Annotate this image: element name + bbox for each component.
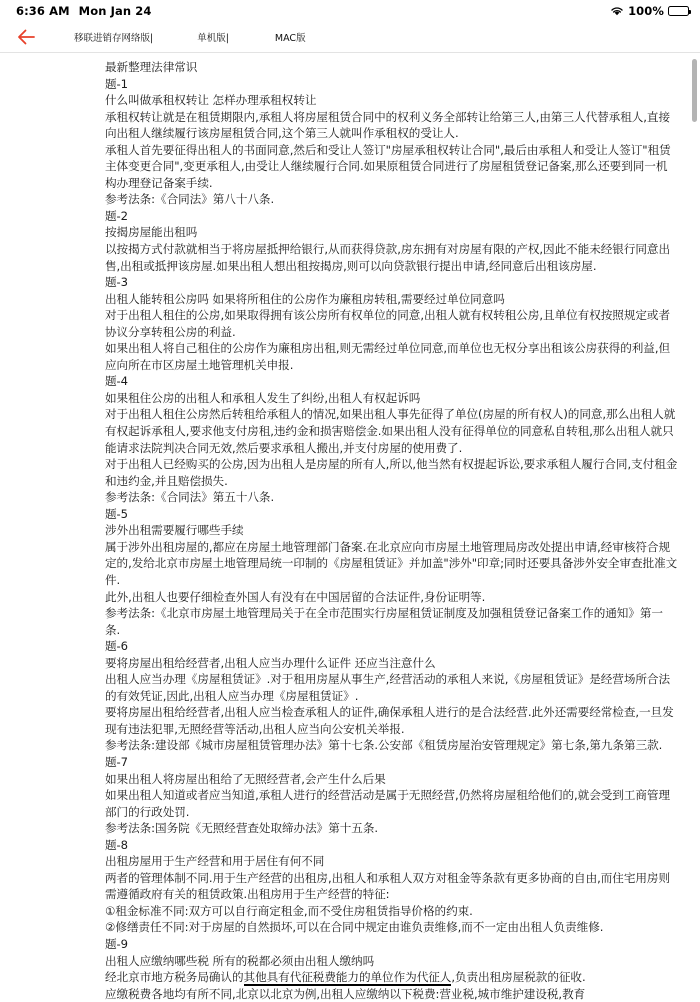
status-bar-indicators <box>610 4 689 18</box>
document-line: 如果出租人将自己租住的公房作为廉租房出租,则无需经过单位同意,而单位也无权分享出租该公房获得的利益,但应向所在市区房屋土地管理机关申报. <box>105 341 671 372</box>
document-line: 参考法条:《北京市房屋土地管理局关于在全市范围实行房屋租赁证制度及加强租赁登记备案工作的通知》第一条. <box>105 606 663 637</box>
document-line: 出租人应当办理《房屋租赁证》.对于租用房屋从事生产,经营活动的承租人来说,《房屋租赁证》是经营场所合法的有效凭证,因此,出租人应当办理《房屋租赁证》. <box>105 672 671 703</box>
document-line: 如果出租人将房屋出租给了无照经营者,会产生什么后果 <box>105 771 386 786</box>
navigation-bar <box>0 22 700 52</box>
tab-bar <box>50 30 318 44</box>
document-line-with-selection <box>105 969 678 986</box>
document-line: 参考法条:《合同法》第五十八条. <box>105 490 275 505</box>
text-selection-highlight[interactable]: 其他具有代征税费能力的单位作为代征人 <box>243 970 452 985</box>
document-line: 属于涉外出租房屋的,都应在房屋土地管理部门备案.在北京应向市房屋土地管理局房改处提出申请,经审核符合规定的,发给北京市房屋土地管理局统一印制的《房屋租赁证》并加盖"涉外"印章;同时还要具备涉外安全审查批准文件. <box>105 539 678 587</box>
document-line: 以按揭方式付款就相当于将房屋抵押给银行,从而获得贷款,房东拥有对房屋有限的产权,因此不能未经银行同意出售,出租或抵押该房屋.如果出租人想出租按揭房,则可以向贷款银行提出申请,经同意后出租该房屋. <box>105 242 671 273</box>
status-bar-date: Mon Jan 24 <box>78 4 152 18</box>
document-line: 参考法条:国务院《无照经营查处取缔办法》第十五条. <box>105 821 378 836</box>
document-line: 出租房屋用于生产经营和用于居住有何不同 <box>105 854 325 869</box>
document-line: 题-9 <box>105 936 129 951</box>
document-line: 涉外出租需要履行哪些手续 <box>105 523 244 538</box>
document-body[interactable] <box>0 53 700 1001</box>
vertical-scrollbar[interactable] <box>691 53 698 934</box>
content-pane <box>0 52 700 1001</box>
document-line: 题-6 <box>105 639 129 654</box>
document-title: 最新整理法律常识 <box>105 60 198 74</box>
document-line-clipped: 应缴税费各地均有所不同,北京以北京为例,出租人应缴纳以下税费:营业税,城市维护建设税,教育 <box>105 986 586 1001</box>
status-bar-time: 6:36 AM <box>16 4 70 18</box>
document-line: 什么叫做承租权转让 怎样办理承租权转让 <box>105 93 317 108</box>
tab-mac-edition[interactable]: MAC版 <box>274 33 306 44</box>
document-line: 题-5 <box>105 506 129 521</box>
document-line: 参考法条:建设部《城市房屋租赁管理办法》第十七条.公安部《租赁房屋治安管理规定》第七条,第九条第三款. <box>105 738 663 753</box>
document-line: 出租人应缴纳哪些税 所有的税都必须由出租人缴纳吗 <box>105 953 375 968</box>
document-line: 要将房屋出租给经营者,出租人应当检查承租人的证件,确保承租人进行的是合法经营.此外还需要经常检查,一旦发现有违法犯罪,无照经营等活动,出租人应当向公安机关举报. <box>105 705 674 736</box>
document-line: 承租权转让就是在租赁期限内,承租人将房屋租赁合同中的权利义务全部转让给第三人,由第三人代替承租人,直接向出租人继续履行该房屋租赁合同,这个第三人就叫作承租权的受让人. <box>105 109 671 141</box>
document-line: 对于出租人租住的公房,如果取得拥有该公房所有权单位的同意,出租人就有权转租公房,且单位有权按照规定或者协议分享转租公房的利益. <box>105 308 671 339</box>
document-line: 参考法条:《合同法》第八十八条. <box>105 192 275 207</box>
document-line: 题-7 <box>105 754 129 769</box>
document-line: 题-3 <box>105 275 129 290</box>
document-line: 按揭房屋能出租吗 <box>105 225 198 240</box>
document-line: 要将房屋出租给经营者,出租人应当办理什么证件 还应当注意什么 <box>105 655 436 670</box>
back-arrow-icon <box>16 28 44 46</box>
wifi-icon <box>610 6 624 16</box>
document-line: 题-1 <box>105 76 129 91</box>
battery-percent-label: 100% <box>628 4 664 18</box>
selection-prefix: 经北京市地方税务局确认的 <box>105 970 244 985</box>
document-line: 出租人能转租公房吗 如果将所租住的公房作为廉租房转租,需要经过单位同意吗 <box>105 291 505 306</box>
tab-network-edition[interactable]: 移联进销存网络版| <box>74 33 154 44</box>
document-line: ②修缮责任不同:对于房屋的自然损坏,可以在合同中规定由谁负责维修,而不一定由出租人负责维修. <box>105 920 604 935</box>
document-line: 题-2 <box>105 208 129 223</box>
back-button[interactable] <box>10 24 50 50</box>
document-line: 题-8 <box>105 837 129 852</box>
document-line: 承租人首先要征得出租人的书面同意,然后和受让人签订"房屋承租权转让合同",最后由承租人和受让人签订"租赁主体变更合同",变更承租人,由受让人继续履行合同.如果原租赁合同进行了房屋租赁登记备案,那么还要到同一机构办理登记备案手续. <box>105 142 671 190</box>
document-line: 如果出租人知道或者应当知道,承租人进行的经营活动是属于无照经营,仍然将房屋租给他们的,就会受到工商管理部门的行政处罚. <box>105 788 671 819</box>
battery-full-icon <box>668 6 689 16</box>
tab-standalone-edition[interactable]: 单机版| <box>197 33 229 44</box>
document-line: 如果租住公房的出租人和承租人发生了纠纷,出租人有权起诉吗 <box>105 390 421 405</box>
document-line: ①租金标准不同:双方可以自行商定租金,而不受住房租赁指导价格的约束. <box>105 903 473 918</box>
vertical-scrollbar-thumb[interactable] <box>692 59 697 122</box>
selection-suffix: ,负责出租房屋税款的征收. <box>451 970 586 985</box>
document-line: 此外,出租人也要仔细检查外国人有没有在中国居留的合法证件,身份证明等. <box>105 589 486 604</box>
document-line: 题-4 <box>105 374 129 389</box>
status-bar <box>0 0 700 22</box>
document-line: 两者的管理体制不同.用于生产经营的出租房,出租人和承租人双方对租金等条款有更多协商的自由,而住宅用房则需遵循政府有关的租赁政策.出租房用于生产经营的特征: <box>105 870 671 902</box>
document-line: 对于出租人租住公房然后转租给承租人的情况,如果出租人事先征得了单位(房屋的所有权人)的同意,那么出租人就有权起诉承租人,要求他支付房租,违约金和损害赔偿金.如果出租人没有征得单位的同意私自转租,那么出租人就只能请求法院判决合同无效,然后要求承租人搬出,并支付房屋的使用费了. <box>105 407 676 455</box>
document-line: 对于出租人已经购买的公房,因为出租人是房屋的所有人,所以,他当然有权提起诉讼,要求承租人履行合同,支付租金和违约金,并且赔偿损失. <box>105 457 678 488</box>
